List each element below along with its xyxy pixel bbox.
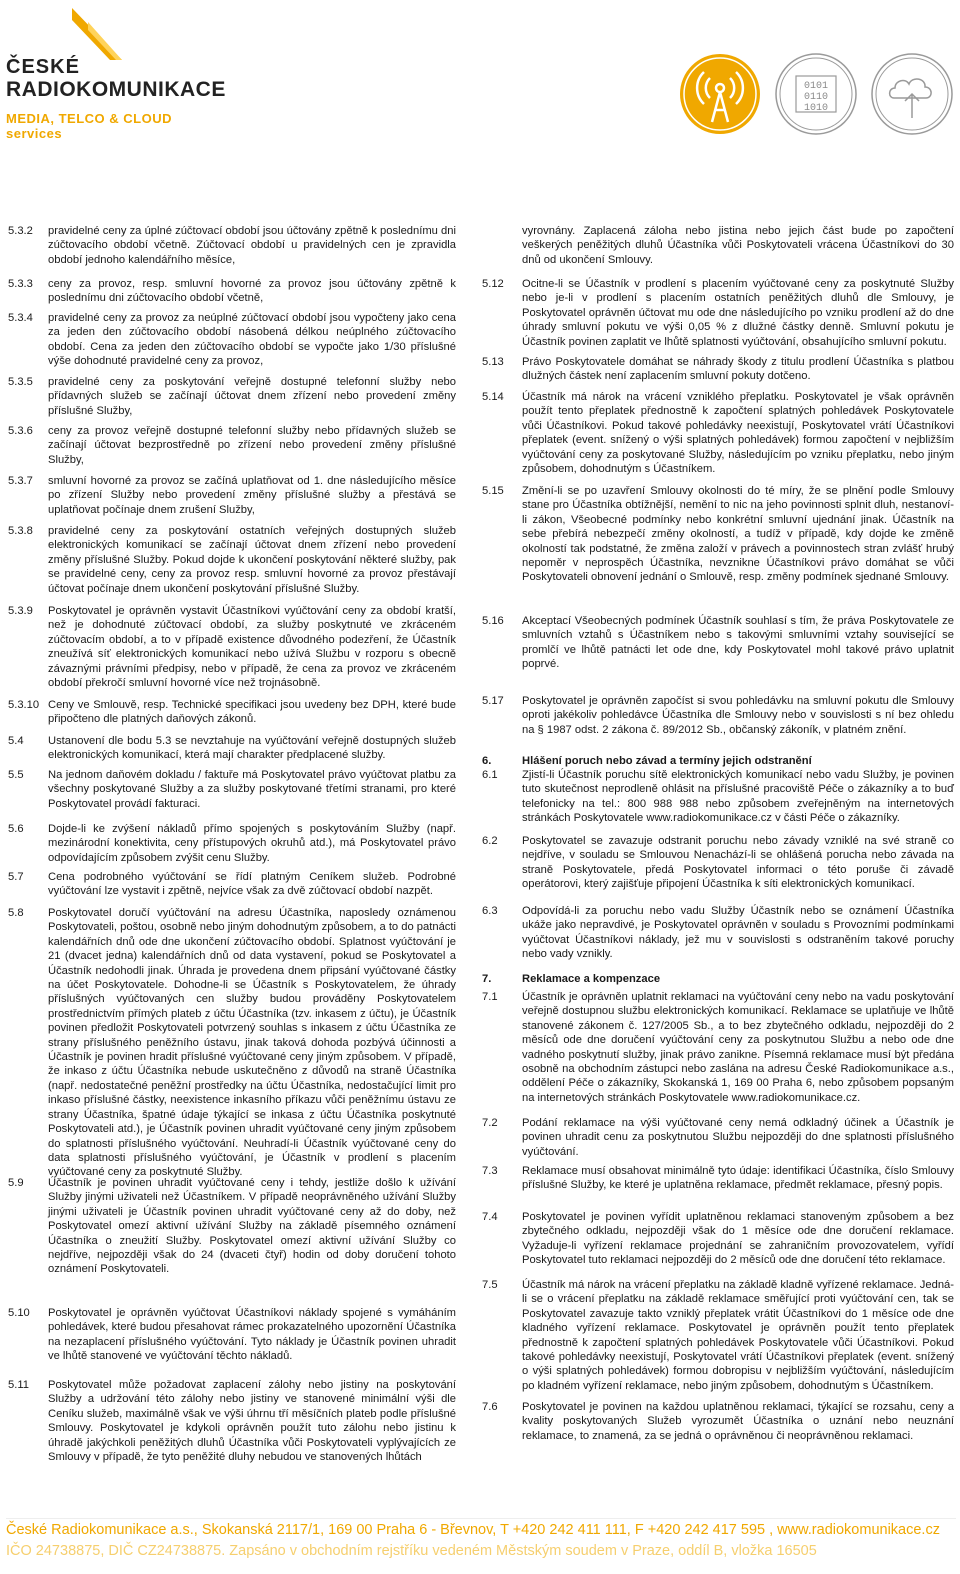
clause-item bbox=[482, 390, 954, 476]
logo-text-line2: RADIOKOMUNIKACE bbox=[6, 78, 226, 101]
clause-number: 5.8 bbox=[8, 907, 24, 919]
clause-item bbox=[8, 1306, 456, 1364]
clause-number: 7.1 bbox=[482, 991, 498, 1003]
clause-text: smluvní hovorné za provoz se začíná uplatňovat od 1. dne následujícího měsíce po zřízení Služby nebo provedení změny příslušné služby a přestává se uplatňovat počínaje dnem zrušení Služby, bbox=[48, 475, 456, 516]
clause-text: Akceptací Všeobecných podmínek Účastník souhlasí s tím, že práva Poskytovatele ze smluvních vztahů s Účastníkem nebo s takovými smluvními vztahy související se promlčí ve lhůtě patnácti let ode dne, kdy Poskytovatel mohl takové právo uplatnit poprvé. bbox=[522, 615, 954, 671]
clause-number: 7.6 bbox=[482, 1401, 498, 1413]
clause-text: Poskytovatel je povinen na každou uplatněnou reklamaci, týkající se rozsahu, ceny a kvality poskytovaných Služeb vyrozumět Účastníka o uznání nebo neuznání reklamace, to znamená, za se jedná o oprávněnou či neoprávněnou reklamaci. bbox=[522, 1401, 954, 1442]
clause-item bbox=[8, 768, 456, 811]
broadcast-tower-icon bbox=[678, 52, 762, 136]
clause-number: 5.3.4 bbox=[8, 312, 33, 324]
clause-text: Poskytovatel je oprávněn započíst si svou pohledávku na smluvní pokutu dle Smlouvy oproti jakékoliv pohledávce Účastníka dle Smlouvy nebo v souvislosti s ní bez ohledu na § 1987 odst. 2 zákona č. 89/2012 Sb., občanský zákoník, v platném znění. bbox=[522, 695, 954, 736]
clause-item bbox=[8, 604, 456, 690]
clause-number: 5.4 bbox=[8, 735, 24, 747]
clause-number: 7. bbox=[482, 973, 492, 985]
clause-number: 5.3.7 bbox=[8, 475, 33, 487]
clause-text: Poskytovatel je oprávněn vyúčtovat Účastníkovi náklady spojené s vymáháním pohledávek, které budou přesahovat rámec prokazatelného upozornění Účastníka na nezaplacení příslušného vyúčtování. Tyto náklady je Účastník povinen uhradit ve lhůtě stanovené ve vyúčtování těchto nákladů. bbox=[48, 1307, 456, 1363]
clause-item bbox=[482, 355, 954, 384]
clause-number: 5.3.9 bbox=[8, 605, 33, 617]
clause-item bbox=[8, 277, 456, 306]
clause-text: Dojde-li ke zvýšení nákladů přímo spojených s poskytováním Služby (např. mezinárodní konektivita, ceny přístupových okruhů atd.), má Poskytovatel právo odpovídajícím způsobem zvýšit cenu Služby. bbox=[48, 823, 456, 864]
clause-number: 6.3 bbox=[482, 905, 498, 917]
clause-number: 7.4 bbox=[482, 1211, 498, 1223]
clause-text: pravidelné ceny za poskytování veřejně dostupné telefonní služby nebo přídavných služeb se začínají účtovat dnem zřízení nebo provedení změny příslušné Služby, bbox=[48, 376, 456, 417]
clause-item bbox=[482, 1400, 954, 1443]
clause-number: 5.3.6 bbox=[8, 425, 33, 437]
clause-text: ceny za provoz veřejně dostupné telefonní služby nebo přídavných služeb se začínají účtovat bezprostředně po zřízení nebo provedení změny příslušné Služby, bbox=[48, 425, 456, 466]
clause-number: 5.3.8 bbox=[8, 525, 33, 537]
clause-number: 5.7 bbox=[8, 871, 24, 883]
footer-registration: IČO 24738875, DIČ CZ24738875. Zapsáno v obchodním rejstříku vedeném Městským soudem v Praze, oddíl B, vložka 16505 bbox=[6, 1543, 817, 1559]
clause-text: pravidelné ceny za poskytování ostatních veřejných dostupných služeb elektronických komunikací se začínají účtovat dnem zřízení nebo provedení změny příslušné Služby. Pokud dojde k ukončení poskytování některé služby, pak se pravidelné ceny, ceny za provoz resp. smluvní hovorné za provoz přestávají účtovat počínaje dnem ukončení poskytování příslušné Služby. bbox=[48, 525, 456, 595]
clause-text: Změní-li se po uzavření Smlouvy okolnosti do té míry, že se plnění podle Smlouvy stane pro Účastníka obtížnější, nemění to nic na jeho povinnosti splnit dluh, nestanoví-li zákon, Všeobecné podmínky nebo konkrétní smluvní ujednání jinak. Účastník na sebe přebírá nebezpečí změny okolností, a tudíž v případě, kdy dojde ke změně okolností tak podstatné, že změna založí v právech a povinnostech stran zvlášť hrubý nepoměr v neprospěch Účastníka, nevznikne Účastníkovi právo domáhat se vůči Poskytovateli obnovení jednání o Smlouvě, resp. změny podmínek sjednané Smlouvy. bbox=[522, 485, 954, 584]
clause-item bbox=[482, 1116, 954, 1159]
clause-item bbox=[8, 311, 456, 369]
clause-text: Na jednom daňovém dokladu / faktuře má Poskytovatel právo vyúčtovat platbu za všechny poskytované Služby a za služby poskytované třetími stranami, pro které Poskytovatel provádí fakturaci. bbox=[48, 769, 456, 810]
clause-text: Právo Poskytovatele domáhat se náhrady škody z titulu prodlení Účastníka s platbou dlužných částek není zaplacením smluvní pokuty dotčeno. bbox=[522, 356, 954, 383]
clause-number: 5.3.2 bbox=[8, 225, 33, 237]
clause-text: Cena podrobného vyúčtování se řídí platným Ceníkem služeb. Podrobné vyúčtování lze vystavit i zpětně, nejvíce však za dvě zúčtovací období nazpět. bbox=[48, 871, 456, 898]
clause-number: 5.3.3 bbox=[8, 278, 33, 290]
clause-item bbox=[8, 734, 456, 763]
clause-item bbox=[8, 698, 456, 727]
binary-data-icon bbox=[774, 52, 858, 136]
footer-divider bbox=[6, 1518, 956, 1519]
clause-number: 5.11 bbox=[8, 1379, 29, 1391]
clause-number: 6.2 bbox=[482, 835, 498, 847]
clause-text: Odpovídá-li za poruchu nebo vadu Služby Účastník nebo se oznámení Účastníka ukáže jako nepravdivé, je Poskytovatel oprávněn v souladu s Provozními podmínkami vyúčtovat Účastníkovi náklady, jež mu v souvislosti s odstraněním takové poruchy nebo vady vznikly. bbox=[522, 905, 954, 961]
clause-text: Účastník je povinen uhradit vyúčtované ceny i tehdy, jestliže došlo k užívání Služby jinými uživateli než Účastníkem. V případě neoprávněného užívání Služby jinými uživateli je Účastník povinen uhradit vyúčtované ceny až do doby, než Poskytovatel omezí aktivní užívání Služby na základě písemného oznámení Účastníka o zneužití Služby. Poskytovatel omezí aktivní užívání Služby co nejdříve, nejpozději však do 24 (dvaceti čtyř) hodin od doby doručení tohoto oznámení Poskytovateli. bbox=[48, 1177, 456, 1276]
clause-text: Podání reklamace na výši vyúčtované ceny nemá odkladný účinek a Účastník je povinen uhradit cenu za poskytnutou Službu nejpozději do dne splatnosti příslušného vyúčtování. bbox=[522, 1117, 954, 1158]
clause-number: 7.5 bbox=[482, 1279, 498, 1291]
logo-text-line1: ČESKÉ bbox=[6, 56, 80, 78]
clause-text: Poskytovatel je oprávněn vystavit Účastníkovi vyúčtování ceny za období kratší, než je dohodnuté zúčtovací období, za služby poskytnuté ve zkráceném zúčtovacím období, a to v případě existence důvodného podezření, že Účastník zneužívá síť elektronických komunikací nebo užívá Službu v rozporu s obecně závaznými právními předpisy, nebo v případě, že cena za provoz ve zkráceném období překročí smluvní hovorné více než trojnásobně. bbox=[48, 605, 456, 690]
clause-number: 5.12 bbox=[482, 278, 504, 290]
section-heading-text: Reklamace a kompenzace bbox=[522, 973, 661, 985]
section-heading-text: Hlášení poruch nebo závad a termíny jejich odstranění bbox=[522, 755, 812, 767]
clause-text: pravidelné ceny za úplné zúčtovací období jsou účtovány zpětně k poslednímu dni zúčtovacího období včetně. Zúčtovací období u pravidelných cen je zpravidla období jednoho kalendářního měsíce, bbox=[48, 225, 456, 266]
clause-text: Ceny ve Smlouvě, resp. Technické specifikaci jsou uvedeny bez DPH, které bude připočteno dle platných daňových zákonů. bbox=[48, 699, 456, 726]
clause-item bbox=[482, 694, 954, 737]
clause-item bbox=[482, 277, 954, 349]
clause-item bbox=[8, 424, 456, 467]
clause-item bbox=[482, 904, 954, 962]
clause-text: vyrovnány. Zaplacená záloha nebo jistina nebo jejich část bude po započtení veškerých peněžitých dluhů Účastníka vůči Poskytovateli vrácena Účastníkovi do 30 dnů od ukončení Smlouvy. bbox=[522, 225, 954, 266]
binary-line-3: 1010 bbox=[803, 103, 829, 114]
cloud-upload-icon bbox=[870, 52, 954, 136]
clause-text: ceny za provoz, resp. smluvní hovorné za provoz jsou účtovány zpětně k poslednímu dni zúčtovacího období včetně, bbox=[48, 278, 456, 305]
clause-number: 7.3 bbox=[482, 1165, 498, 1177]
clause-item bbox=[482, 834, 954, 892]
clause-text: Účastník je oprávněn uplatnit reklamaci na vyúčtování ceny nebo na vadu poskytování veřejně dostupnou službu elektronických komunikací. Reklamace se uplatňuje ve lhůtě stanovené zákonem č. 127/2005 Sb., a to bez zbytečného odkladu, nejpozději do 2 měsíců ode dne doručení vyúčtování ceny za poskytnutou Službu a nebo ode dne vadného poskytnutí služby, jinak právo zanikne. Písemná reklamace musí být předána osobně na obchodním zástupci nebo zaslána na adresu České Radiokomunikace a.s., oddělení Péče o zákazníky, Skokanská 1, 169 00 Praha 6, nebo způsobem popsaným na internetových stránkách Poskytovatele www.radiokomunikace.cz. bbox=[522, 991, 954, 1104]
clause-number: 5.16 bbox=[482, 615, 504, 627]
clause-item bbox=[482, 1210, 954, 1268]
clause-item bbox=[8, 474, 456, 517]
clause-number: 7.2 bbox=[482, 1117, 498, 1129]
clause-text: Zjistí-li Účastník poruchu sítě elektronických komunikací nebo vadu Služby, je povinen tuto skutečnost neprodleně ohlásit na příslušné pracoviště Péče o zákazníky a to buď telefonicky na tel.: 800 988 988 nebo způsobem zveřejněným na internetových stránkách Poskytovatele www.radiokomunikace.cz v části Péče o zákazníky. bbox=[522, 769, 954, 825]
clause-item bbox=[8, 224, 456, 267]
clause-item bbox=[482, 224, 954, 267]
clause-number: 5.6 bbox=[8, 823, 24, 835]
binary-line-2: 0110 bbox=[803, 92, 829, 103]
clause-text: Poskytovatel je povinen vyřídit uplatněnou reklamaci stanoveným způsobem a bez zbytečného odkladu, nejpozději však do 1 měsíce ode dne doručení reklamace. Vyžaduje-li vyřízení reklamace projednání se zahraničním provozovatelem, vyřídí Poskytovatel tuto reklamaci nejpozději do 2 měsíců ode dne doručení této reklamace. bbox=[522, 1211, 954, 1267]
clause-text: Poskytovatel může požadovat zaplacení zálohy nebo jistiny na poskytování Služby a udržování této zálohy nebo jistiny ve stanovené minimální výši dle Ceníku služeb, maximálně však ve výši úhrnu tří měsíčních plateb podle příslušné Smlouvy. Poskytovatel je kdykoli oprávněn použít tuto zálohu nebo jistinu k úhradě jakýchkoli peněžitých dluhů Účastníka vůči Poskytovateli vyplývajících ze Smlouvy v případě, že tyto peněžité dluhy nebudou ve stanovených lhůtách bbox=[48, 1379, 456, 1464]
footer-address: České Radiokomunikace a.s., Skokanská 2117/1, 169 00 Praha 6 - Břevnov, T +420 242 411 111, F +420 242 417 595 , www.radiokomunikace.cz bbox=[6, 1522, 940, 1538]
logo-tagline: MEDIA, TELCO & CLOUD services bbox=[6, 111, 172, 141]
clause-item bbox=[8, 1378, 456, 1464]
header bbox=[0, 0, 960, 150]
clause-item bbox=[8, 906, 456, 1180]
clause-text: pravidelné ceny za provoz za neúplné zúčtovací období jsou vypočteny jako cena za jeden den zúčtovacího období násobená délkou neúplného zúčtovacího období. Cena za jeden den zúčtovacího období se vypočte jako 1/30 příslušné výše dohodnuté pravidelné ceny za provoz, bbox=[48, 312, 456, 368]
clause-item bbox=[482, 1278, 954, 1393]
clause-number: 6.1 bbox=[482, 769, 498, 781]
clause-number: 5.14 bbox=[482, 391, 504, 403]
clause-number: 5.5 bbox=[8, 769, 24, 781]
binary-line-1: 0101 bbox=[803, 81, 829, 92]
clause-text: Ocitne-li se Účastník v prodlení s placením vyúčtované ceny za poskytnuté Služby nebo je-li v prodlení s placením ostatních peněžitých dluhů dle Smlouvy, je Poskytovatel oprávněn účtovat mu ode dne následujícího po vzniku prodlení až do dne úhrady smluvní pokutu ve výši 0,05 % z dlužné částky denně. Smluvní pokutu je Účastník povinen zaplatit ve lhůtě splatnosti vyúčtování, obsahujícího smluvní pokutu. bbox=[522, 278, 954, 348]
clause-number: 6. bbox=[482, 755, 492, 767]
clause-number: 5.15 bbox=[482, 485, 504, 497]
clause-number: 5.10 bbox=[8, 1307, 30, 1319]
clause-number: 5.9 bbox=[8, 1177, 24, 1189]
footer bbox=[6, 1522, 956, 1559]
clause-text: Ustanovení dle bodu 5.3 se nevztahuje na vyúčtování veřejně dostupných služeb elektronických komunikací, která mají charakter předplacené služby. bbox=[48, 735, 456, 762]
section-heading bbox=[482, 754, 954, 768]
clause-item bbox=[482, 484, 954, 585]
clause-item bbox=[8, 870, 456, 899]
clause-number: 5.17 bbox=[482, 695, 504, 707]
clause-item bbox=[482, 614, 954, 672]
clause-text: Poskytovatel se zavazuje odstranit poruchu nebo závady vzniklé na své straně co nejdříve, v souladu se Smlouvou Nenachází-li se ohlášená porucha nebo závada na straně Poskytovatele, předá Poskytovatel informaci o této poruše či závadě operátorovi, který zajišťuje připojení Účastníka k síti elektronických komunikací. bbox=[522, 835, 954, 891]
clause-text: Poskytovatel doručí vyúčtování na adresu Účastníka, naposledy oznámenou Poskytovateli, poštou, osobně nebo jiným dohodnutým způsobem, a to do patnácti kalendářních dnů ode dne ukončení zúčtovacího období. Splatnost vyúčtování je 21 (dvacet jedna) kalendářních dnů od data vystavení, pokud se Poskytovatel a Účastník nedohodli jinak. Úhrada je provedena dnem připsání vyúčtované částky na účet Poskytovatele. Dohodne-li se Účastník s Poskytovatelem, že úhrady příslušných vyúčtovaných cen služby budou prováděny Poskytovatelem prostřednictvím přímých plateb z účtu Účastníka (tzv. inkasem z účtu), je Účastník povinen předložit Poskytovateli potvrzený souhlas s inkasem z účtu Účastníka ze strany příslušného peněžního ústavu, jinak taková dohoda pozbývá účinnosti a Účastník je povinen hradit příslušné vyúčtované ceny jiným způsobem. V případě, že inkaso z účtu Účastníka nebude uskutečněno z důvodů na straně Účastníka (např. nedostatečné peněžní prostředky na účtu Účastníka, nedostačující limit pro inkaso příslušné částky, neexistence inkasního příkazu vůči peněžnímu ústavu ze strany Účastníka, špatné údaje týkající se inkasa z účtu Účastníka poskytnuté Poskytovateli atd.), je Účastník povinen uhradit vyúčtované ceny jiným způsobem do splatnosti příslušného vyúčtování. Neuhradí-li Účastník vyúčtované ceny do data splatnosti příslušného vyúčtování, je Účastník v prodlení s placením vyúčtované ceny za poskytnuté Služby. bbox=[48, 907, 456, 1179]
clause-item bbox=[8, 524, 456, 596]
clause-number: 5.3.5 bbox=[8, 376, 33, 388]
section-heading bbox=[482, 972, 954, 986]
clause-item bbox=[482, 990, 954, 1105]
clause-text: Reklamace musí obsahovat minimálně tyto údaje: identifikaci Účastníka, číslo Smlouvy příslušné Služby, ke které je uplatněna reklamace, předmět reklamace, přesný popis. bbox=[522, 1165, 954, 1192]
clause-item bbox=[8, 1176, 456, 1277]
clause-item bbox=[8, 822, 456, 865]
clause-number: 5.13 bbox=[482, 356, 504, 368]
clause-item bbox=[482, 1164, 954, 1193]
company-logo[interactable] bbox=[4, 6, 226, 141]
clause-item bbox=[8, 375, 456, 418]
clause-text: Účastník má nárok na vrácení přeplatku na základě kladně vyřízené reklamace. Jedná-li se o vrácení přeplatku na základě reklamace směřující proti vyúčtování cen, tak se Poskytovatel zavazuje takto vzniklý přeplatek vrátit Účastníkovi do 1 měsíce ode dne kladného vyřízení reklamace. Poskytovatel je oprávněn použít tento přeplatek přednostně k započtení splatných pohledávek Poskytovatele vůči Účastníkovi. Pokud takové pohledávky neexistují, Poskytovatel vrátí Účastníkovi přeplatek (event. snížený o výši splatných pohledávek) formou dobropisu v nejbližším vyúčtování, následujícím po kladném vyřízení reklamace, nebo jiným způsobem, dohodnutým s Účastníkem. bbox=[522, 1279, 954, 1392]
clause-number: 5.3.10 bbox=[8, 699, 40, 711]
clause-item bbox=[482, 768, 954, 826]
clause-text: Účastník má nárok na vrácení vzniklého přeplatku. Poskytovatel je však oprávněn použít tento přeplatek přednostně k započtení splatných pohledávek Poskytovatele vůči Účastníkovi. Pokud takové pohledávky neexistují, Poskytovatel vrátí Účastníkovi přeplatek (event. snížený o výši splatných pohledávek) formou započtení v nejbližším vyúčtování ceny za poskytované Služby, následujícím po vzniku přeplatku, nebo jiným způsobem, dohodnutým s Účastníkem. bbox=[522, 391, 954, 476]
